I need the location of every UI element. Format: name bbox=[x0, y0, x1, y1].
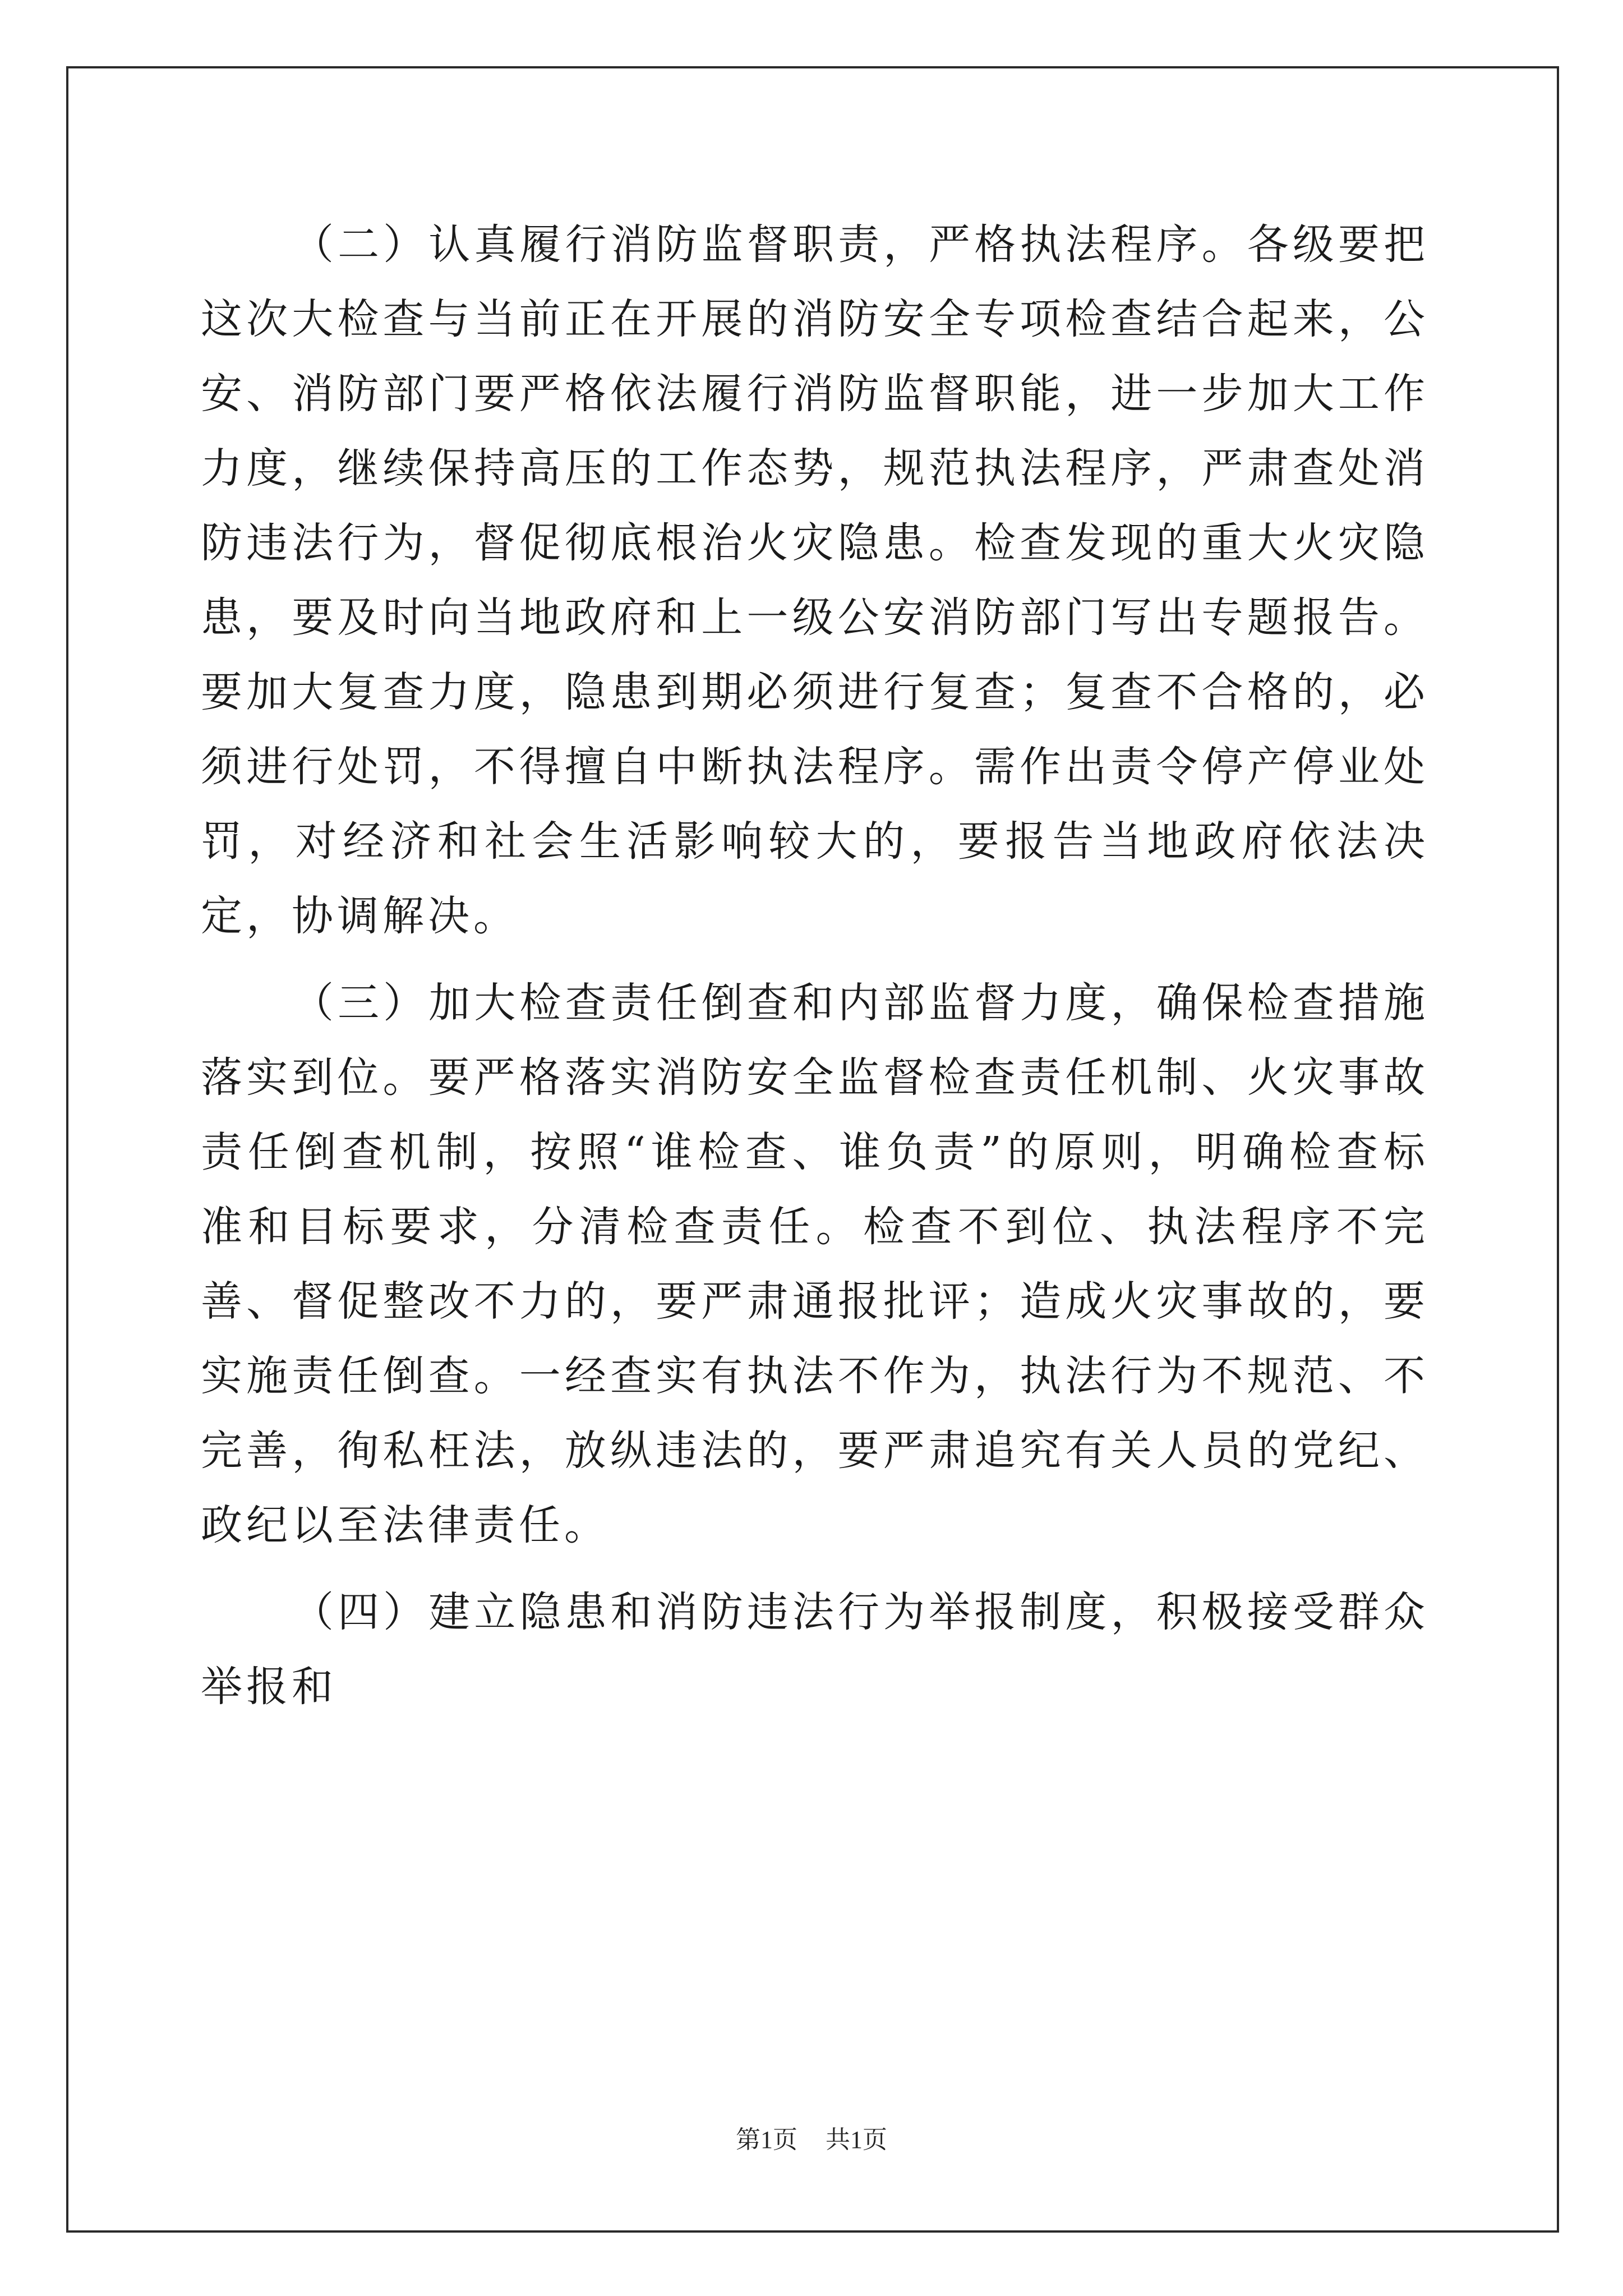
page-footer bbox=[0, 2123, 1623, 2157]
page-total: 共1页 bbox=[826, 2126, 887, 2154]
paragraph-4: （四）建立隐患和消防违法行为举报制度，积极接受群众举报和 bbox=[201, 1588, 1429, 1711]
document-body bbox=[201, 208, 1429, 1724]
page-number: 第1页 bbox=[736, 2126, 797, 2154]
paragraph-2: （二）认真履行消防监督职责，严格执法程序。各级要把这次大检查与当前正在开展的消防安全专项检查结合起来，公安、消防部门要严格依法履行消防监督职能，进一步加大工作力度，继续保持高压的工作态势，规范执法程序，严肃查处消防违法行为，督促彻底根治火灾隐患。检查发现的重大火灾隐患，要及时向当地政府和上一级公安消防部门写出专题报告。要加大复查力度，隐患到期必须进行复查；复查不合格的，必须进行处罚，不得擅自中断执法程序。需作出责令停产停业处罚，对经济和社会生活影响较大的，要报告当地政府依法决定，协调解决。 bbox=[201, 220, 1429, 940]
paragraph-3: （三）加大检查责任倒查和内部监督力度，确保检查措施落实到位。要严格落实消防安全监督检查责任机制、火灾事故责任倒查机制，按照“谁检查、谁负责”的原则，明确检查标准和目标要求，分清检查责任。检查不到位、执法程序不完善、督促整改不力的，要严肃通报批评；造成火灾事故的，要实施责任倒查。一经查实有执法不作为，执法行为不规范、不完善，徇私枉法，放纵违法的，要严肃追究有关人员的党纪、政纪以至法律责任。 bbox=[201, 979, 1429, 1549]
